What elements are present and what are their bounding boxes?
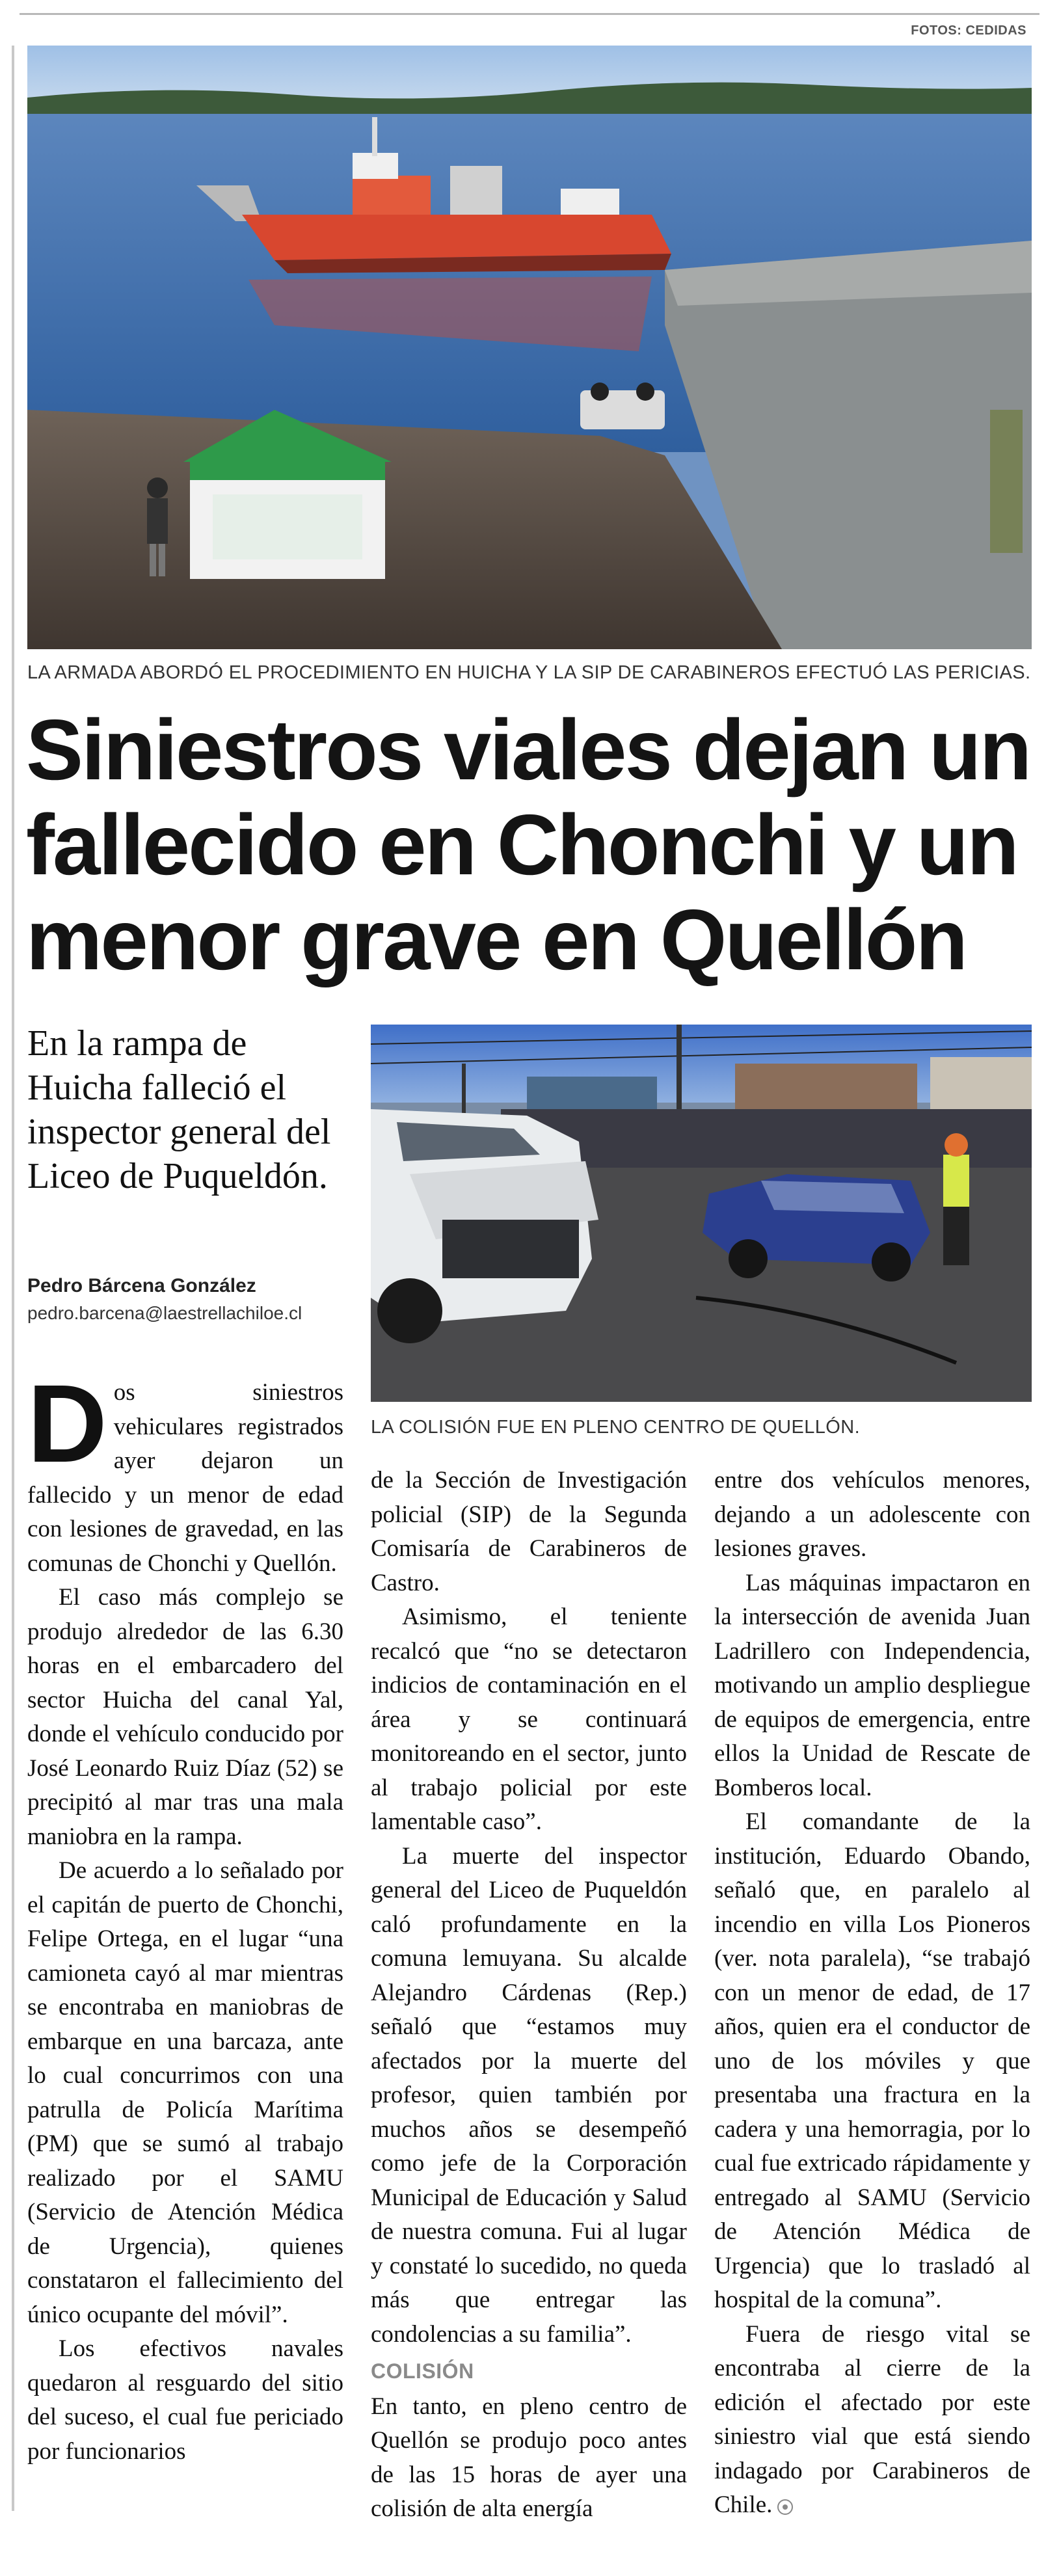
body-paragraph: El caso más complejo se produjo alrededor de las 6.30 horas en el embarcadero del sector Huicha del canal Yal, donde el vehículo conducido por José Leonardo Ruiz Díaz (52) se precipitó al mar tras una mala maniobra en la rampa. (27, 1584, 343, 1850)
body-paragraph: De acuerdo a lo señalado por el capitán de puerto de Chonchi, Felipe Ortega, en el lugar “una camioneta cayó al mar mientras se encontraba en maniobras de embarque en una barcaza, ante lo cual concurrimos con una patrulla de Policía Marítima (PM) que se sumó al trabajo realizado por el SAMU (Servicio de Atención Médica de Urgencia), quienes constataron el fallecimiento del único ocupante del móvil”. (27, 1857, 343, 2328)
body-paragraph: La muerte del inspector general del Liceo de Puqueldón caló profundamente en la comuna lemuyana. Su alcalde Alejandro Cárdenas (Rep.) señaló que “estamos muy afectados por la muerte del profesor, quien también por muchos años se desempeñó como jefe de la Corporación Municipal de Educación y Salud de nuestra comuna. Fui al lugar y constaté lo sucedido, no queda más que entregar las condolencias a su familia”. (371, 1842, 687, 2348)
deck-summary: En la rampa de Huicha falleció el inspector general del Liceo de Puqueldón. (27, 1023, 331, 1196)
headline-line-2: fallecido en Chonchi y un (26, 797, 1017, 892)
subhead-colision: COLISIÓN (371, 2359, 474, 2383)
body-paragraph: En tanto, en pleno centro de Quellón se produjo poco antes de las 15 horas de ayer una colisión de alta energía (371, 2393, 687, 2522)
photo2-caption: LA COLISIÓN FUE EN PLENO CENTRO DE QUELLÓN. (371, 1417, 861, 1438)
end-mark-icon (777, 2499, 793, 2515)
headline-line-1: Siniestros viales dejan un (26, 702, 1030, 798)
collision-photo (371, 1025, 1032, 1402)
body-paragraph: Las máquinas impactaron en la intersección de avenida Juan Ladrillero con Independencia, motivando un amplio despliegue de equipos de emergencia, entre ellos la Unidad de Rescate de Bomberos local. (714, 1569, 1030, 1801)
left-rule (12, 46, 14, 2511)
body-column-3 (714, 1464, 1030, 2523)
body-paragraph: El comandante de la institución, Eduardo Obando, señaló que, en paralelo al incendio en villa Los Pioneros (ver. nota paralela), “se trabajó con un menor de edad, de 17 años, quien era el conductor de uno de los móviles y que presentaba una fractura en la cadera y una hemorragia, por lo cual fue extricado rápidamente y entregado al SAMU (Servicio de Atención Médica de Urgencia) que lo trasladó al hospital de la comuna”. (714, 1808, 1030, 2313)
drop-cap: D (27, 1362, 107, 1486)
photo-credit: FOTOS: CEDIDAS (911, 23, 1026, 38)
body-column-2 (371, 1464, 687, 2527)
body-paragraph: Dos siniestros vehiculares registrados ayer dejaron un fallecido y un menor de edad con lesiones de gravedad, en las comunas de Chonchi y Quellón. (27, 1362, 343, 1577)
byline-name: Pedro Bárcena González (27, 1275, 256, 1296)
headline (26, 703, 1041, 987)
photo1-caption: LA ARMADA ABORDÓ EL PROCEDIMIENTO EN HUICHA Y LA SIP DE CARABINEROS EFECTUÓ LAS PERICIAS. (27, 662, 1031, 683)
byline-email[interactable]: pedro.barcena@laestrellachiloe.cl (27, 1303, 302, 1323)
body-paragraph: entre dos vehículos menores, dejando a un adolescente con lesiones graves. (714, 1467, 1030, 1562)
white-car (371, 1109, 598, 1343)
headline-line-3: menor grave en Quellón (26, 892, 967, 987)
body-paragraph: Fuera de riesgo vital se encontraba al cierre de la edición el afectado por este siniestro vial que está siendo indagado por Carabineros de Chile. (714, 2320, 1030, 2518)
top-rule (20, 13, 1039, 15)
body-paragraph: Los efectivos navales quedaron al resguardo del sitio del suceso, el cual fue periciado por funcionarios (27, 2335, 343, 2465)
body-paragraph: Asimismo, el teniente recalcó que “no se detectaron indicios de contaminación en el área y se continuará monitoreando en el sector, junto al trabajo policial por este lamentable caso”. (371, 1603, 687, 1835)
ferry-ramp-photo (27, 46, 1032, 649)
body-paragraph: de la Sección de Investigación policial (SIP) de la Segunda Comisaría de Carabineros de Castro. (371, 1467, 687, 1596)
firefighter (943, 1155, 969, 1207)
body-column-1 (27, 1362, 343, 2469)
